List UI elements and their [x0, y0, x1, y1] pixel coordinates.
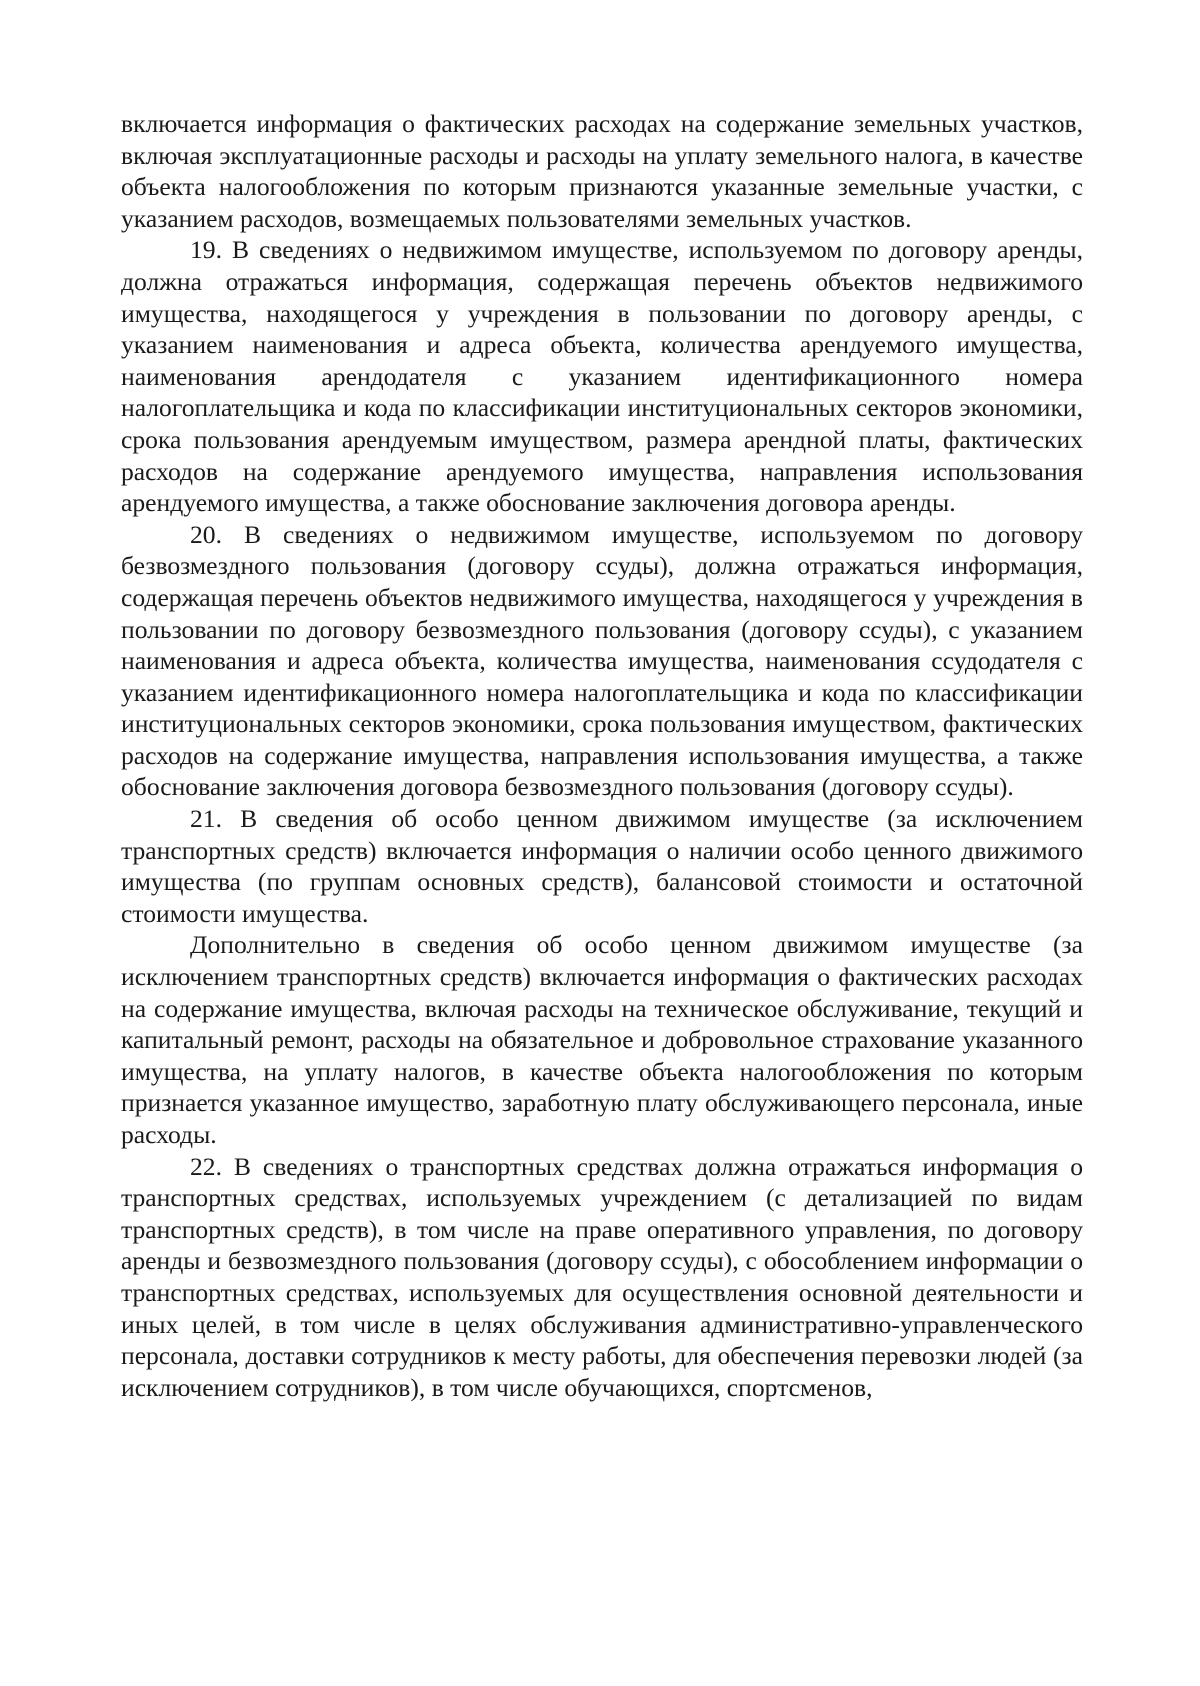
document-body: [121, 108, 1083, 1403]
paragraph-continuation: включается информация о фактических расходах на содержание земельных участков, включая эксплуатационные расходы и расходы на уплату земельного налога, в качестве объекта налогообложения по которым признаются указанные земельные участки, с указанием расходов, возмещаемых пользователями земельных участков.: [121, 109, 1083, 233]
paragraph-20: 20. В сведениях о недвижимом имуществе, используемом по договору безвозмездного пользования (договору ссуды), должна отражаться информация, содержащая перечень объектов недвижимого имущества, находящегося у учреждения в пользовании по договору безвозмездного пользования (договору ссуды), с указанием наименования и адреса объекта, количества имущества, наименования ссудодателя с указанием идентификационного номера налогоплательщика и кода по классификации институциональных секторов экономики, срока пользования имуществом, фактических расходов на содержание имущества, направления использования имущества, а также обоснование заключения договора безвозмездного пользования (договору ссуды).: [121, 519, 1083, 802]
paragraph-22: 22. В сведениях о транспортных средствах должна отражаться информация о транспортных средствах, используемых учреждением (с детализацией по видам транспортных средств), в том числе на праве оперативного управления, по договору аренды и безвозмездного пользования (договору ссуды), с обособлением информации о транспортных средствах, используемых для осуществления основной деятельности и иных целей, в том числе в целях обслуживания административно-управленческого персонала, доставки сотрудников к месту работы, для обеспечения перевозки людей (за исключением сотрудников), в том числе обучающихся, спортсменов,: [121, 1151, 1083, 1402]
paragraph-19: 19. В сведениях о недвижимом имуществе, используемом по договору аренды, должна отражаться информация, содержащая перечень объектов недвижимого имущества, находящегося у учреждения в пользовании по договору аренды, с указанием наименования и адреса объекта, количества арендуемого имущества, наименования арендодателя с указанием идентификационного номера налогоплательщика и кода по классификации институциональных секторов экономики, срока пользования арендуемым имуществом, размера арендной платы, фактических расходов на содержание арендуемого имущества, направления использования арендуемого имущества, а также обоснование заключения договора аренды.: [121, 235, 1083, 518]
paragraph-21: 21. В сведения об особо ценном движимом имуществе (за исключением транспортных средств) включается информация о наличии особо ценного движимого имущества (по группам основных средств), балансовой стоимости и остаточной стоимости имущества.: [121, 804, 1083, 928]
paragraph-21-additional: Дополнительно в сведения об особо ценном движимом имуществе (за исключением транспортных средств) включается информация о фактических расходах на содержание имущества, включая расходы на техническое обслуживание, текущий и капитальный ремонт, расходы на обязательное и добровольное страхование указанного имущества, на уплату налогов, в качестве объекта налогообложения по которым признается указанное имущество, заработную плату обслуживающего персонала, иные расходы.: [121, 930, 1083, 1149]
